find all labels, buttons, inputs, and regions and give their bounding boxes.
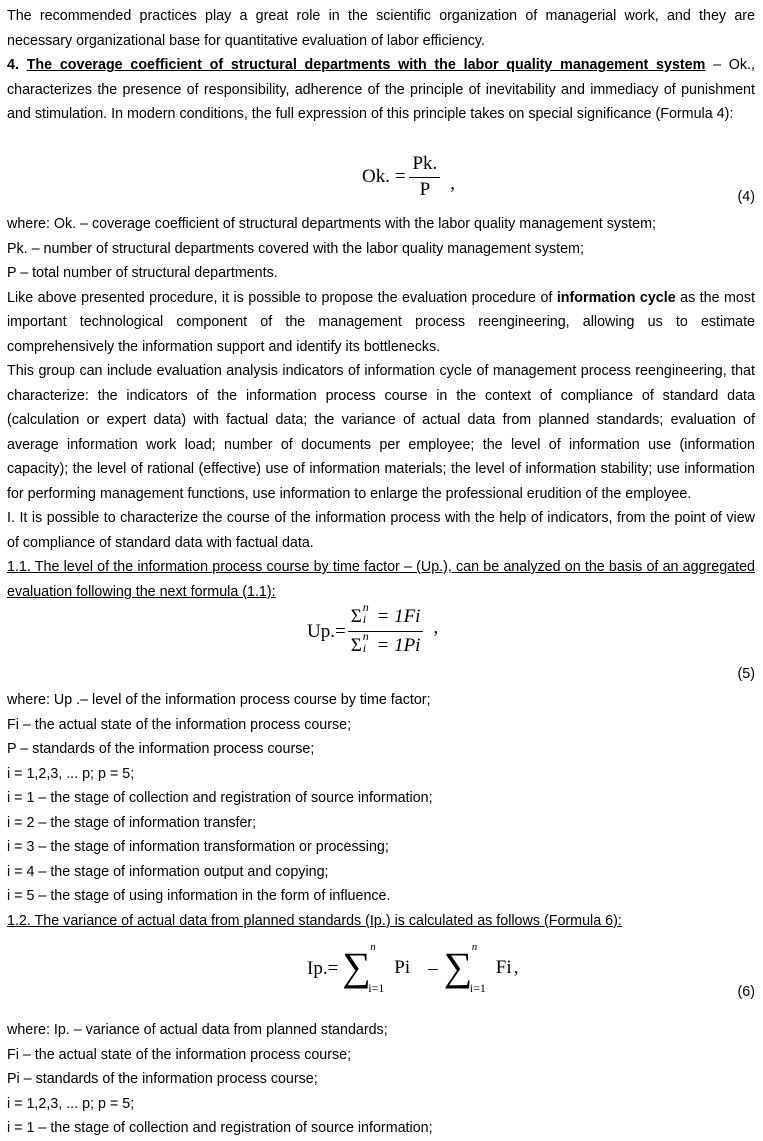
section-1-1-paragraph: 1.1. The level of the information process course by time factor – (Up.), can be analyzed on the basis of an aggregated evaluation following the next formula (1.1):	[7, 559, 755, 600]
formula-5-den-sup: n	[362, 629, 369, 643]
formula-5-den-sigma: Σ	[350, 635, 362, 656]
where-i2-5: i = 2 – the stage of information transfer;	[7, 814, 257, 831]
where-ok: where: Ok. – coverage coefficient of structural departments with the labor quality management system;	[7, 216, 656, 232]
where-i1-5: i = 1 – the stage of collection and registration of source information;	[7, 790, 433, 806]
formula-5-lhs: Up.=	[307, 620, 346, 642]
formula-5-den-sub: i	[362, 641, 367, 655]
formula-4	[7, 151, 755, 212]
intro-paragraph: The recommended practices play a great role in the scientific organization of managerial work, and they are necessary organizational base for quantitative evaluation of labor efficiency.	[7, 8, 755, 49]
indicators-group-paragraph: This group can include evaluation analysis indicators of information cycle of management process reengineering, that characterize: the indicators of the information process course in the context of compliance of standard data (calculation or expert data) with factual data; the variance of actual data from planned standards; evaluation of average information work load; number of documents per employee; the level of information use (information capacity); the level of rational (effective) use of information materials; the level of information stability; use information for performing management functions, use information to enlarge the professional erudition of the employee.	[7, 363, 755, 502]
formula-6-sigma-1: ∑	[342, 944, 371, 989]
where-i3-5: i = 3 – the stage of information transformation or processing;	[7, 839, 389, 855]
formula-5-num-sup: n	[362, 600, 369, 614]
formula-6	[7, 933, 755, 1018]
information-cycle-paragraph	[7, 286, 755, 360]
where-i1-6: i = 1 – the stage of collection and registration of source information;	[7, 1120, 433, 1136]
formula-6-sigma-2: ∑	[443, 944, 473, 989]
formula-6-sub-2: i=1	[469, 981, 486, 995]
formula-5-comma: ,	[433, 616, 439, 638]
where-i4-5: i = 4 – the stage of information output and copying;	[7, 863, 329, 880]
where-p-5: P – standards of the information process course;	[7, 741, 315, 757]
formula-4-comma: ,	[450, 173, 456, 194]
formula-5-num-sigma: Σ	[350, 606, 362, 627]
formula-5-fraction	[348, 600, 424, 657]
where-pk: Pk. – number of structural departments covered with the labor quality management system;	[7, 240, 584, 257]
section-4-heading: The coverage coefficient of structural departments with the labor quality management system	[26, 57, 706, 73]
info-cycle-text-b: as the most important technological component of the management process reengineering, allowing us to estimate comprehensively the information support and identify its bottlenecks.	[7, 289, 755, 355]
formula-6-comma: ,	[513, 957, 519, 978]
formula-4-denominator: P	[419, 179, 431, 200]
info-cycle-term: information cycle	[556, 289, 676, 306]
formula-4-numerator: Pk.	[409, 153, 440, 178]
formula-6-sup-2: n	[471, 941, 478, 953]
formula-5-num-rest: = 1Fi	[371, 606, 421, 627]
formula-6-lhs: Ip.=	[307, 958, 339, 979]
formula-4-number: (4)	[737, 189, 755, 205]
formula-5-den-rest: = 1Pi	[371, 635, 421, 656]
section-1-2-paragraph: 1.2. The variance of actual data from planned standards (Ip.) is calculated as follows (Formula 6):	[7, 912, 622, 929]
formula-6-sub-1: i=1	[368, 981, 385, 995]
where-up: where: Up .– level of the information process course by time factor;	[7, 692, 431, 708]
section-4-text: – Ok., characterizes the presence of responsibility, adherence of the principle of inevitability and immediacy of punishment and stimulation. In modern conditions, the full expression of this principle takes on special significance (Formula 4):	[7, 57, 755, 122]
where-i-range-6: i = 1,2,3, ... p; p = 5;	[7, 1095, 135, 1112]
formula-6-minus: –	[428, 958, 438, 979]
formula-6-sum-2	[440, 939, 520, 999]
formula-5	[7, 600, 755, 688]
formula-6-term-fi: Fi	[495, 957, 512, 978]
section-4-number: 4.	[7, 57, 19, 73]
formula-5-denominator	[348, 629, 424, 657]
formula-4-lhs: Ok. =	[362, 166, 406, 187]
formula-5-number: (5)	[737, 666, 755, 682]
formula-6-sum-1	[338, 939, 411, 999]
section-I-paragraph: I. It is possible to characterize the course of the information process with the help of indicators, from the point of view of compliance of standard data with factual data.	[7, 510, 755, 551]
formula-6-sup-1: n	[370, 941, 376, 953]
where-fi-6: Fi – the actual state of the information process course;	[7, 1046, 352, 1063]
where-pi-6: Pi – standards of the information process course;	[7, 1071, 318, 1087]
info-cycle-text-a: Like above presented procedure, it is possible to propose the evaluation procedure of	[7, 289, 557, 306]
where-fi-5: Fi – the actual state of the information process course;	[7, 716, 352, 733]
formula-4-fraction	[409, 153, 440, 201]
formula-6-number: (6)	[737, 984, 755, 1000]
where-i-range-5: i = 1,2,3, ... p; p = 5;	[7, 765, 135, 782]
where-p: P – total number of structural departments.	[7, 265, 278, 281]
formula-5-num-sub: i	[362, 612, 367, 626]
formula-5-numerator	[348, 600, 424, 632]
document-page	[7, 4, 755, 1141]
where-i5-5: i = 5 – the stage of using information in the form of influence.	[7, 888, 391, 904]
formula-6-term-pi: Pi	[394, 957, 411, 978]
where-ip: where: Ip. – variance of actual data from planned standards;	[7, 1022, 388, 1038]
section-4-paragraph	[7, 53, 755, 151]
